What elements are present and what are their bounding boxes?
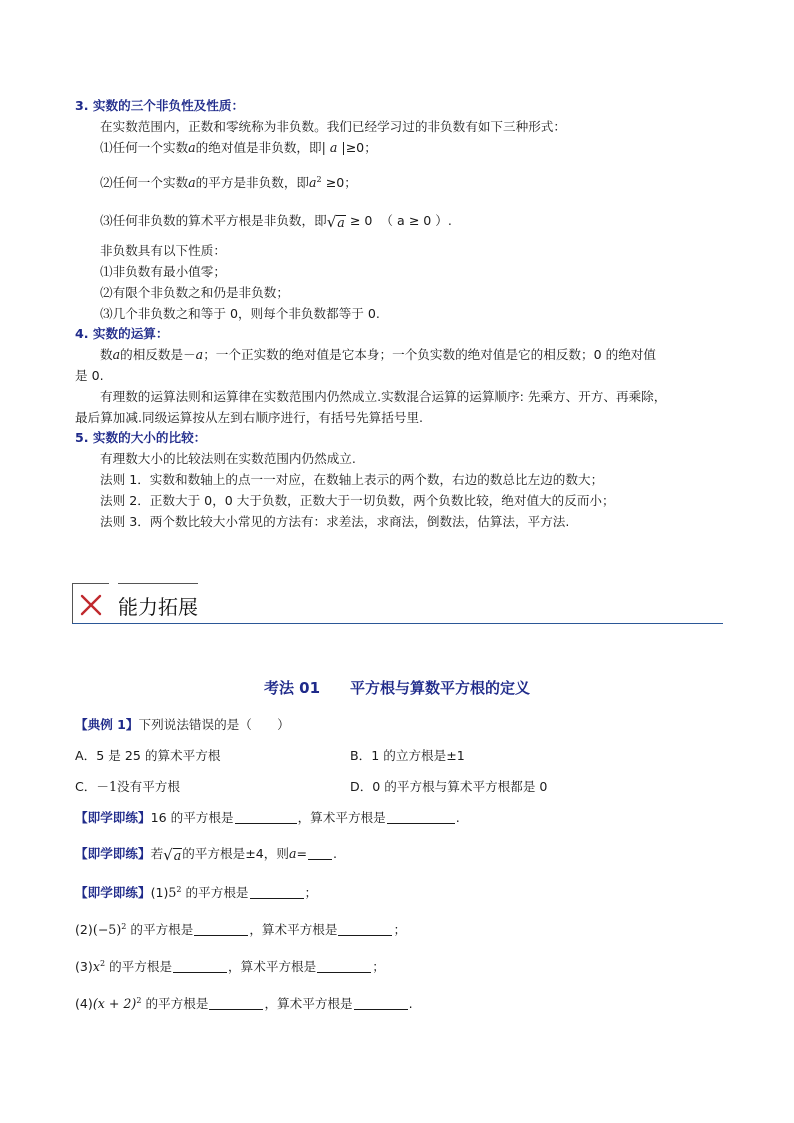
- answer-blank[interactable]: [317, 959, 371, 973]
- practice-3-part-3: $(3)x^2$ 的平方根是 ，算术平方根是 ；: [75, 959, 385, 975]
- option-a: A．5 是 25 的算术平方根: [75, 748, 221, 763]
- s3-form-2: ⑵任何一个实数a的平方是非负数，即$a^2 \ge 0$；: [100, 175, 357, 191]
- practice-3-part-2: $(2)(-5)^2$ 的平方根是 ，算术平方根是 ；: [75, 922, 407, 938]
- s3-prop-1: ⑴非负数有最小值零；: [100, 264, 226, 279]
- answer-blank[interactable]: [354, 996, 408, 1010]
- answer-blank[interactable]: [235, 810, 297, 824]
- s4-line-4: 最后算加减.同级运算按从左到右顺序进行，有括号先算括号里.: [75, 410, 424, 425]
- s4-line-3: 有理数的运算法则和运算律在实数范围内仍然成立.实数混合运算的运算顺序: 先乘方、开方、再乘除，: [100, 389, 667, 404]
- option-c: C．－1没有平方根: [75, 779, 180, 794]
- s5-rule-2: 法则 2．正数大于 0，0 大于负数，正数大于一切负数，两个负数比较，绝对值大的反而小；: [100, 493, 615, 508]
- s3-form-3: ⑶任何非负数的算术平方根是非负数，即√a ≥ 0 （ a ≥ 0 ）.: [100, 213, 452, 231]
- x-mark-icon: [80, 594, 102, 616]
- answer-blank[interactable]: [194, 922, 248, 936]
- s4-line-1: 数a的相反数是－a；一个正实数的绝对值是它本身；一个负实数的绝对值是它的相反数；0 的绝对值: [100, 347, 656, 362]
- kaofa-title: 考法 01 平方根与算数平方根的定义: [263, 679, 531, 697]
- banner-divider: [72, 623, 723, 624]
- s3-prop-title: 非负数具有以下性质：: [100, 243, 226, 258]
- s3-prop-3: ⑶几个非负数之和等于 0，则每个非负数都等于 0.: [100, 306, 380, 321]
- s3-form-1: ⑴任何一个实数a的绝对值是非负数，即| a |≥0；: [100, 140, 377, 155]
- banner-title: 能力拓展: [118, 595, 198, 619]
- answer-blank[interactable]: [209, 996, 263, 1010]
- practice-2: 【即学即练】若√a的平方根是±4，则a= .: [75, 846, 338, 864]
- s3-prop-2: ⑵有限个非负数之和仍是非负数；: [100, 285, 289, 300]
- section-5-heading: 5. 实数的大小的比较：: [75, 430, 207, 445]
- answer-blank[interactable]: [387, 810, 455, 824]
- s4-line-2: 是 0.: [75, 368, 104, 383]
- s5-line-1: 有理数大小的比较法则在实数范围内仍然成立.: [100, 451, 356, 466]
- example-1-stem: 【典例 1】下列说法错误的是（ ）: [75, 717, 290, 732]
- banner-top-rule: [118, 583, 198, 584]
- sqrt-a: √a: [163, 846, 182, 864]
- answer-blank[interactable]: [173, 959, 227, 973]
- answer-blank[interactable]: [338, 922, 392, 936]
- answer-blank[interactable]: [308, 846, 332, 860]
- s3-intro: 在实数范围内，正数和零统称为非负数。我们已经学习过的非负数有如下三种形式：: [100, 119, 566, 134]
- sqrt-a: √a: [326, 213, 345, 231]
- practice-3: 【即学即练】$(1)5^2$ 的平方根是 ；: [75, 885, 318, 901]
- s5-rule-1: 法则 1．实数和数轴上的点一一对应，在数轴上表示的两个数，右边的数总比左边的数大；: [100, 472, 604, 487]
- answer-blank[interactable]: [250, 885, 304, 899]
- option-d: D．0 的平方根与算术平方根都是 0: [350, 779, 548, 794]
- practice-1: 【即学即练】16 的平方根是 ，算术平方根是 .: [75, 810, 460, 825]
- section-3-heading: 3. 实数的三个非负性及性质：: [75, 98, 245, 113]
- s5-rule-3: 法则 3．两个数比较大小常见的方法有：求差法，求商法，倒数法，估算法，平方法.: [100, 514, 570, 529]
- practice-3-part-4: $(4)(x + 2)^2$ 的平方根是 ，算术平方根是 .: [75, 996, 413, 1012]
- section-4-heading: 4. 实数的运算：: [75, 326, 169, 341]
- option-b: B．1 的立方根是±1: [350, 748, 465, 763]
